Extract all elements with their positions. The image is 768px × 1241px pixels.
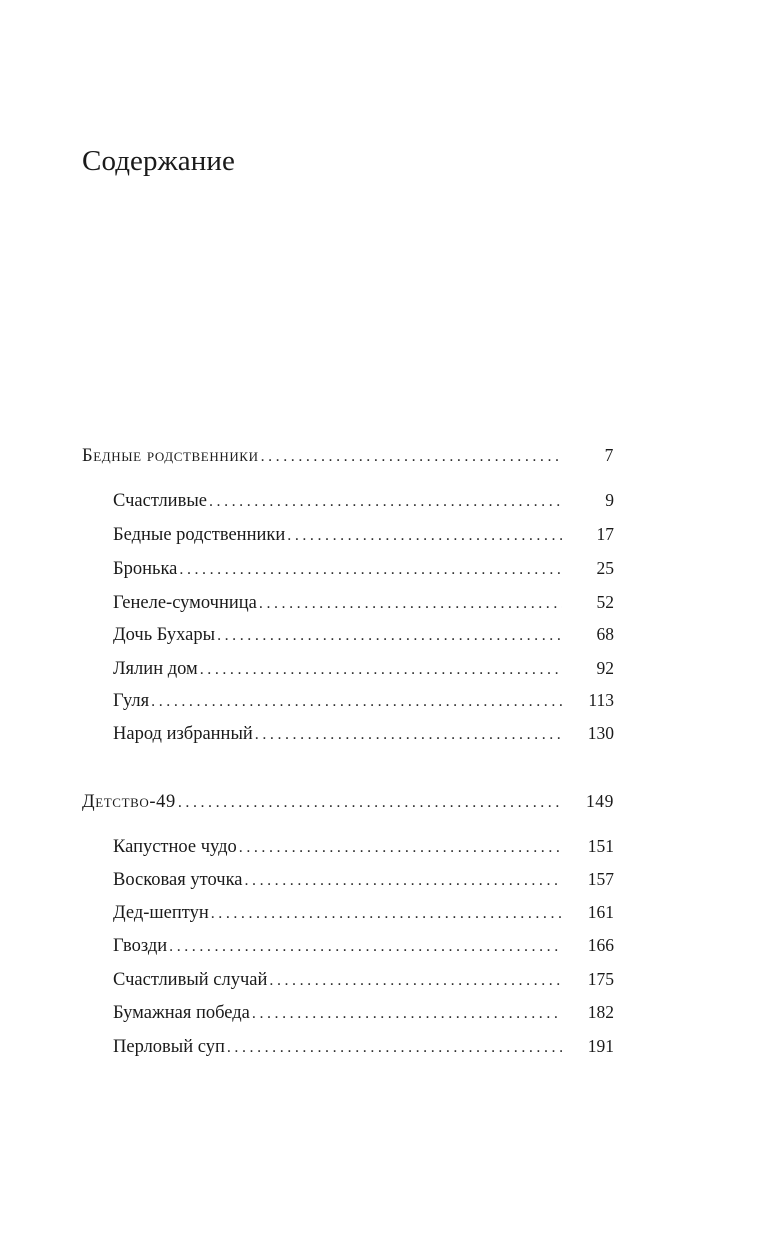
toc-page-number: 68 — [596, 624, 614, 644]
toc-chapter-entry[interactable] — [113, 718, 614, 748]
toc-chapter-title: Капустное чудо — [113, 837, 237, 857]
toc-chapter-title: Бумажная победа — [113, 1003, 250, 1023]
toc-page-number: 9 — [605, 490, 614, 510]
toc-page-number: 166 — [587, 935, 614, 955]
toc-chapter-title: Дед-шептун — [113, 903, 209, 923]
toc-chapter-title: Счастливый случай — [113, 970, 268, 990]
toc-page-number: 92 — [596, 658, 614, 678]
toc-chapter-entry[interactable] — [113, 897, 614, 927]
toc-dot-leader — [227, 1033, 562, 1063]
toc-page-number: 130 — [587, 723, 614, 743]
toc-chapter-title: Народ избранный — [113, 724, 253, 744]
toc-dot-leader — [261, 442, 562, 472]
toc-page-number: 7 — [604, 445, 614, 465]
toc-page-number: 113 — [588, 690, 614, 710]
toc-dot-leader — [217, 621, 562, 651]
toc-page-number: 175 — [587, 969, 614, 989]
toc-chapter-entry[interactable] — [113, 964, 614, 994]
toc-chapter-title: Счастливые — [113, 491, 207, 511]
toc-part-entry[interactable] — [82, 440, 614, 470]
toc-page-number: 191 — [587, 1036, 614, 1056]
toc-dot-leader — [255, 720, 562, 750]
toc-chapter-title: Перловый суп — [113, 1037, 225, 1057]
toc-dot-leader — [259, 589, 562, 619]
toc-chapter-entry[interactable] — [113, 485, 614, 515]
toc-chapter-title: Лялин дом — [113, 659, 198, 679]
toc-dot-leader — [169, 932, 562, 962]
toc-page-number: 182 — [587, 1002, 614, 1022]
toc-page-number: 149 — [585, 791, 614, 811]
toc-chapter-title: Гуля — [113, 691, 150, 711]
toc-chapter-entry[interactable] — [113, 519, 614, 549]
toc-chapter-entry[interactable] — [113, 1031, 614, 1061]
toc-chapter-title: Дочь Бухары — [113, 625, 216, 645]
toc-chapter-entry[interactable] — [113, 864, 614, 894]
toc-page-number: 151 — [587, 836, 614, 856]
toc-chapter-title: Бедные родственники — [113, 525, 286, 545]
toc-page-number: 52 — [596, 592, 614, 612]
toc-dot-leader — [179, 555, 562, 585]
toc-chapter-entry[interactable] — [113, 997, 614, 1027]
toc-dot-leader — [244, 866, 562, 896]
toc-dot-leader — [269, 966, 562, 996]
toc-dot-leader — [211, 899, 562, 929]
toc-chapter-entry[interactable] — [113, 587, 614, 617]
toc-page-number: 17 — [596, 524, 614, 544]
toc-page-number: 25 — [596, 558, 614, 578]
toc-chapter-title: Бронька — [113, 559, 178, 579]
toc-chapter-title: Гвозди — [113, 936, 168, 956]
toc-dot-leader — [287, 521, 562, 551]
toc-dot-leader — [200, 655, 562, 685]
toc-page-number: 161 — [587, 902, 614, 922]
toc-part-entry[interactable] — [82, 786, 614, 816]
toc-part-title: Бедные родственники — [82, 446, 259, 466]
toc-chapter-entry[interactable] — [113, 619, 614, 649]
toc-chapter-entry[interactable] — [113, 553, 614, 583]
toc-chapter-entry[interactable] — [113, 653, 614, 683]
toc-dot-leader — [209, 487, 562, 517]
toc-chapter-entry[interactable] — [113, 831, 614, 861]
toc-chapter-title: Восковая уточка — [113, 870, 243, 890]
toc-dot-leader — [239, 833, 562, 863]
toc-dot-leader — [151, 687, 562, 717]
toc-part-title: Детство-49 — [82, 792, 176, 812]
toc-chapter-title: Генеле-сумочница — [113, 593, 257, 613]
toc-chapter-entry[interactable] — [113, 930, 614, 960]
toc-page-number: 157 — [587, 869, 614, 889]
toc-dot-leader — [252, 999, 562, 1029]
toc-chapter-entry[interactable] — [113, 685, 614, 715]
toc-dot-leader — [178, 788, 562, 818]
page-title: Содержание — [82, 145, 235, 177]
